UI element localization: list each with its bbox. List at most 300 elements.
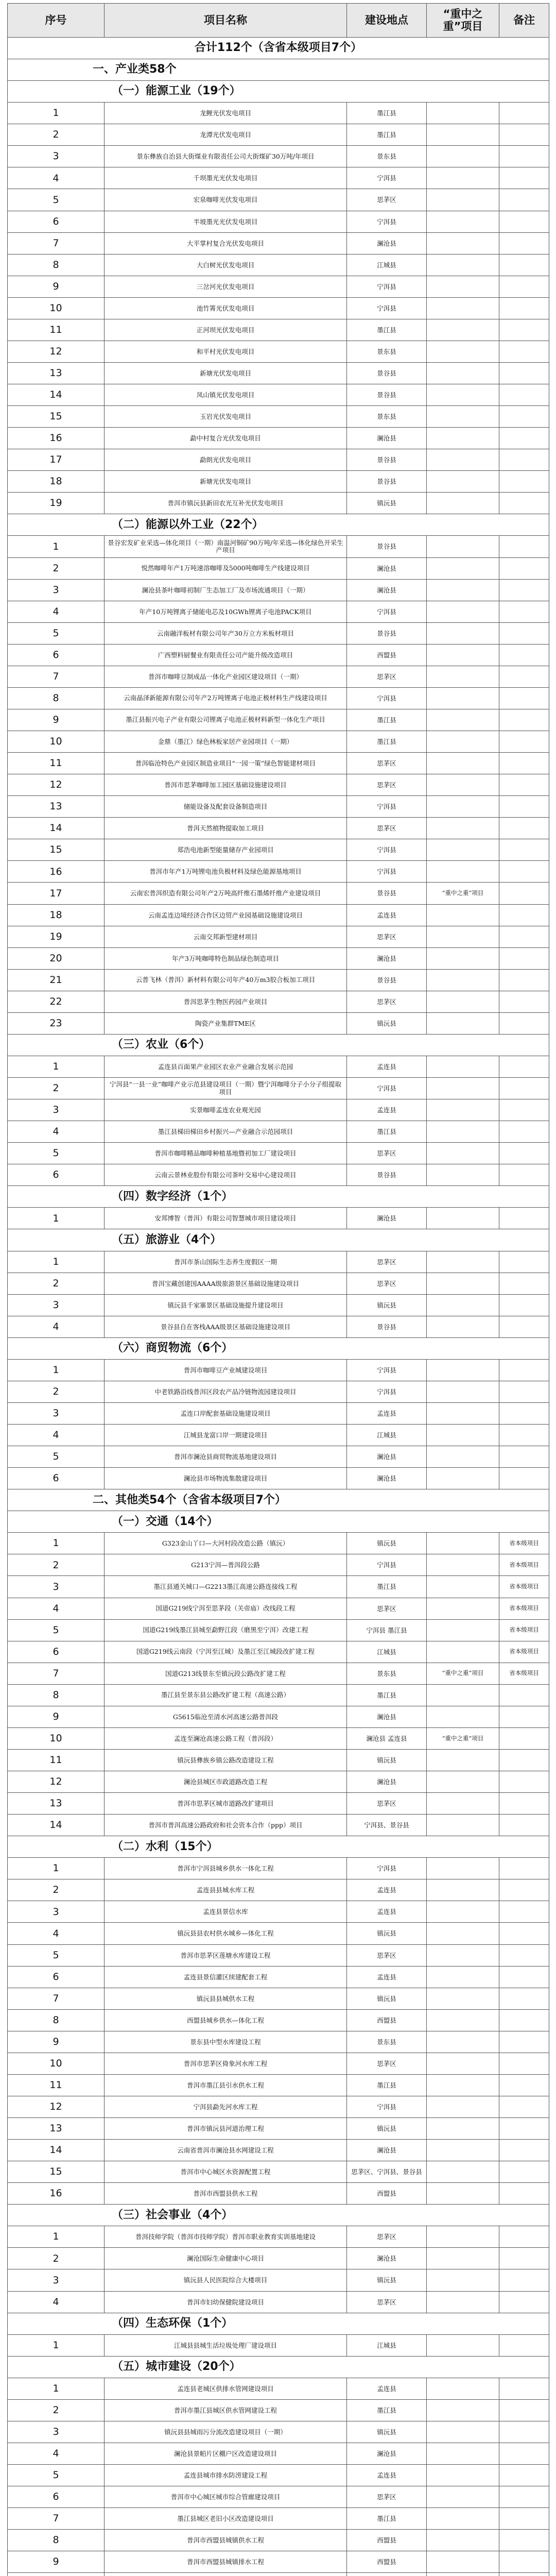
row-number: 3: [8, 1294, 105, 1316]
row-number: 13: [8, 2118, 105, 2140]
key-project-flag: [427, 644, 499, 666]
key-project-flag: [427, 1468, 499, 1489]
project-location: 景东县: [347, 1663, 427, 1684]
key-project-flag: [427, 167, 499, 189]
table-row: [8, 601, 549, 622]
project-remark: [499, 2465, 549, 2486]
table-row: [8, 2096, 549, 2117]
project-location: 景谷县: [347, 362, 427, 384]
row-number: 2: [8, 557, 105, 579]
key-project-flag: [427, 796, 499, 818]
project-location: 思茅区: [347, 818, 427, 839]
key-project-flag: [427, 341, 499, 362]
table-row: [8, 2248, 549, 2269]
project-remark: [499, 1988, 549, 2009]
key-project-flag: [427, 1273, 499, 1294]
table-row: [8, 1316, 549, 1337]
table-row: [8, 2443, 549, 2464]
key-project-flag: [427, 1923, 499, 1944]
project-location: 孟连县: [347, 1966, 427, 1988]
project-name: 勐中村复合光伏发电项目: [105, 428, 347, 449]
project-location: 墨江县: [347, 709, 427, 731]
table-row: [8, 1598, 549, 1619]
key-project-flag: [427, 2291, 499, 2313]
key-project-flag: [427, 839, 499, 861]
table-row: [8, 774, 549, 796]
key-project-flag: [427, 1771, 499, 1793]
project-remark: [499, 232, 549, 254]
project-location: 墨江县: [347, 319, 427, 341]
project-remark: [499, 904, 549, 926]
project-name: 孟连县景信水库: [105, 1901, 347, 1923]
project-remark: [499, 341, 549, 362]
key-project-flag: [427, 297, 499, 319]
project-location: 墨江县: [347, 103, 427, 124]
section-title: （六）商贸物流（6个）: [8, 1337, 549, 1359]
key-project-flag: [427, 1554, 499, 1576]
project-remark: [499, 103, 549, 124]
project-remark: [499, 1143, 549, 1164]
project-name: 云普飞林（普洱）新材料有限公司年产40万m3胶合板加工项目: [105, 969, 347, 991]
key-project-flag: [427, 1793, 499, 1815]
key-project-flag: [427, 579, 499, 601]
project-name: 正河坝光伏发电项目: [105, 319, 347, 341]
table-row: [8, 818, 549, 839]
table-row: [8, 1425, 549, 1446]
row-number: 8: [8, 2530, 105, 2551]
table-row: [8, 211, 549, 232]
project-name: 普洱市思茅咖啡加工园区基础设施建设项目: [105, 774, 347, 796]
row-number: 19: [8, 493, 105, 514]
key-project-flag: [427, 146, 499, 167]
project-name: 普洱市澜沧县商贸物流基地建设项目: [105, 1446, 347, 1468]
project-remark: [499, 211, 549, 232]
project-location: 景东县: [347, 341, 427, 362]
project-remark: [499, 297, 549, 319]
project-location: 宁洱县: [347, 839, 427, 861]
project-name: 云南交邦新型建材项目: [105, 926, 347, 947]
row-number: 18: [8, 904, 105, 926]
project-location: 宁洱县: [347, 167, 427, 189]
project-remark: [499, 2530, 549, 2551]
project-name: 广西塑料厨餐业有限责任公司产能升级改造项目: [105, 644, 347, 666]
table-row: [8, 861, 549, 883]
key-project-flag: [427, 1164, 499, 1186]
table-row: [8, 1121, 549, 1143]
project-remark: [499, 687, 549, 709]
project-remark: [499, 1164, 549, 1186]
row-number: 3: [8, 1402, 105, 1424]
project-name: 云南云景林业股份有限公司茶叶交易中心建设项目: [105, 1164, 347, 1186]
project-location: 宁洱县: [347, 276, 427, 297]
project-location: 宁洱县: [347, 687, 427, 709]
project-location: 镇沅县: [347, 2269, 427, 2291]
section-row: [8, 514, 549, 536]
header-key-project: “重中之重”项目: [427, 4, 499, 38]
row-number: 7: [8, 2508, 105, 2530]
project-name: 镇沅县县城雨污分流改造建设项目（一期）: [105, 2421, 347, 2443]
project-name: 墨江县振兴电子产业有限公司锂离子电池正极材料新型一体化生产项目: [105, 709, 347, 731]
table-row: [8, 1056, 549, 1077]
project-location: 澜沧县: [347, 2140, 427, 2161]
row-number: 4: [8, 1598, 105, 1619]
row-number: 2: [8, 1273, 105, 1294]
row-number: 15: [8, 839, 105, 861]
table-row: [8, 1294, 549, 1316]
table-row: [8, 1164, 549, 1186]
project-location: 澜沧县: [347, 1208, 427, 1229]
key-project-flag: [427, 2443, 499, 2464]
project-table: [7, 3, 549, 2576]
table-row: [8, 2508, 549, 2530]
table-row: [8, 731, 549, 753]
project-location: 思茅区: [347, 2291, 427, 2313]
project-location: 孟连县: [347, 2465, 427, 2486]
project-remark: [499, 189, 549, 211]
row-number: 4: [8, 1425, 105, 1446]
table-row: [8, 1619, 549, 1641]
row-number: 2: [8, 1381, 105, 1402]
project-name: 龙鲤光伏发电项目: [105, 103, 347, 124]
section-title: （一）能源工业（19个）: [8, 81, 549, 103]
row-number: 9: [8, 2031, 105, 2053]
row-number: 2: [8, 1078, 105, 1099]
project-name: 云南融洋板材有限公司年产30万立方米板材项目: [105, 622, 347, 644]
project-remark: [499, 1468, 549, 1489]
table-row: [8, 2009, 549, 2031]
project-location: 孟连县: [347, 1879, 427, 1901]
table-row: [8, 622, 549, 644]
table-row: [8, 1815, 549, 1836]
project-location: 澜沧县: [347, 1706, 427, 1727]
key-project-flag: [427, 2096, 499, 2117]
section-title: （四）数字经济（1个）: [8, 1186, 549, 1208]
project-name: 宁洱县“一县一业”咖啡产业示范县建设项目（一期）暨宁洱咖啡分子小分子组提取项目: [105, 1078, 347, 1099]
table-row: [8, 1359, 549, 1381]
project-remark: [499, 124, 549, 146]
row-number: 13: [8, 796, 105, 818]
project-name: 孟连县百面果产业园区农业产业融合发展示范园: [105, 1056, 347, 1077]
header-row: [8, 4, 549, 38]
project-location: 孟连县: [347, 1056, 427, 1077]
project-location: 景东县: [347, 406, 427, 428]
project-remark: [499, 991, 549, 1012]
table-row: [8, 796, 549, 818]
project-remark: [499, 1923, 549, 1944]
project-location: 西盟县: [347, 2183, 427, 2205]
key-project-flag: [427, 861, 499, 883]
section-row: [8, 1229, 549, 1251]
project-location: 墨江县: [347, 2399, 427, 2421]
project-name: 澜沧县茶叶咖啡初制厂生态加工厂及市场流通项目（一期）: [105, 579, 347, 601]
project-name: 国道G219线宁洱至思茅段（关帝庙）改线段工程: [105, 1598, 347, 1619]
table-row: [8, 2118, 549, 2140]
table-row: [8, 2573, 549, 2576]
project-name: 大白树光伏发电项目: [105, 254, 347, 276]
project-remark: [499, 557, 549, 579]
project-location: 思茅区: [347, 2053, 427, 2074]
key-project-flag: [427, 1294, 499, 1316]
project-location: 镇沅县: [347, 2118, 427, 2140]
key-project-flag: [427, 319, 499, 341]
table-row: [8, 2031, 549, 2053]
row-number: 11: [8, 2074, 105, 2096]
key-project-flag: [427, 1251, 499, 1273]
project-location: 孟连县: [347, 904, 427, 926]
table-row: [8, 883, 549, 904]
project-location: 景谷县: [347, 622, 427, 644]
key-project-flag: [427, 1208, 499, 1229]
project-name: 普洱天然植物提取加工项目: [105, 818, 347, 839]
project-location: 宁洱县: [347, 601, 427, 622]
project-name: [105, 2573, 347, 2576]
table-row: [8, 1402, 549, 1424]
project-location: 宁洱县、景谷县: [347, 1815, 427, 1836]
table-row: [8, 1251, 549, 1273]
project-name: 大平掌村复合光伏发电项目: [105, 232, 347, 254]
key-project-flag: [427, 969, 499, 991]
row-number: 1: [8, 2378, 105, 2399]
key-project-flag: [427, 1099, 499, 1121]
row-number: 7: [8, 1663, 105, 1684]
section-title: 二、其他类54个（含省本级项目7个）: [8, 1489, 549, 1511]
row-number: 7: [8, 1988, 105, 2009]
project-name: 勐朗光伏发电项目: [105, 449, 347, 471]
table-row: [8, 926, 549, 947]
project-remark: [499, 1121, 549, 1143]
key-project-flag: [427, 384, 499, 406]
project-name: 镇沅县县城供水工程: [105, 1988, 347, 2009]
row-number: 2: [8, 2399, 105, 2421]
row-number: 15: [8, 406, 105, 428]
project-name: 墨江县梯田梯田乡村振兴—产业融合示范园项目: [105, 1121, 347, 1143]
project-remark: [499, 2269, 549, 2291]
key-project-flag: [427, 926, 499, 947]
key-project-flag: [427, 1381, 499, 1402]
row-number: 20: [8, 947, 105, 969]
project-location: 思茅区: [347, 2226, 427, 2248]
project-remark: [499, 319, 549, 341]
project-remark: [499, 1879, 549, 1901]
table-row: [8, 406, 549, 428]
table-row: [8, 232, 549, 254]
project-location: 澜沧县: [347, 947, 427, 969]
project-location: 镇沅县: [347, 1988, 427, 2009]
key-project-flag: [427, 276, 499, 297]
row-number: 23: [8, 1012, 105, 1034]
key-project-flag: [427, 1858, 499, 1879]
table-row: [8, 1143, 549, 1164]
section-row: [8, 81, 549, 103]
project-location: 宁洱县: [347, 1554, 427, 1576]
project-location: 江城县: [347, 1641, 427, 1663]
key-project-flag: [427, 124, 499, 146]
project-name: 和平村光伏发电项目: [105, 341, 347, 362]
table-row: [8, 2551, 549, 2573]
project-remark: [499, 579, 549, 601]
row-number: 1: [8, 2334, 105, 2356]
project-name: 云南省普洱市澜沧县水网建设工程: [105, 2140, 347, 2161]
project-name: 新塘光伏发电项目: [105, 471, 347, 493]
project-remark: [499, 861, 549, 883]
table-row: [8, 1099, 549, 1121]
table-row: [8, 2465, 549, 2486]
table-row: [8, 1793, 549, 1815]
project-location: 宁洱县: [347, 1858, 427, 1879]
section-row: [8, 1511, 549, 1533]
project-remark: [499, 1425, 549, 1446]
row-number: 3: [8, 1576, 105, 1598]
key-project-flag: [427, 2530, 499, 2551]
row-number: 10: [8, 1727, 105, 1749]
project-location: 景谷县: [347, 471, 427, 493]
project-name: 澜沧国际生命健康中心项目: [105, 2248, 347, 2269]
table-row: [8, 1944, 549, 1966]
row-number: 1: [8, 103, 105, 124]
table-row: [8, 2140, 549, 2161]
project-remark: [499, 493, 549, 514]
project-remark: [499, 926, 549, 947]
project-name: 普洱市茶山国际生态养生度假区一期: [105, 1251, 347, 1273]
row-number: 9: [8, 1706, 105, 1727]
project-remark: [499, 1402, 549, 1424]
project-name: 中老铁路沿线普洱区段农产品冷链物流园建设项目: [105, 1381, 347, 1402]
table-row: [8, 1923, 549, 1944]
project-location: 思茅区: [347, 1143, 427, 1164]
row-number: 6: [8, 211, 105, 232]
table-row: [8, 1988, 549, 2009]
key-project-flag: [427, 601, 499, 622]
project-remark: [499, 731, 549, 753]
project-name: 镇沅县县农村供水城乡—体化工程: [105, 1923, 347, 1944]
row-number: 12: [8, 2096, 105, 2117]
project-remark: 省本级项目: [499, 1533, 549, 1554]
project-location: 思茅区: [347, 1251, 427, 1273]
key-project-flag: [427, 2508, 499, 2530]
project-remark: 省本级项目: [499, 1554, 549, 1576]
project-location: 思茅区: [347, 774, 427, 796]
table-row: [8, 839, 549, 861]
key-project-flag: [427, 362, 499, 384]
table-row: [8, 2053, 549, 2074]
project-name: 墨江县通关城口—G2213墨江高速公路连接线工程: [105, 1576, 347, 1598]
project-location: 墨江县: [347, 1576, 427, 1598]
project-location: 景谷县: [347, 1316, 427, 1337]
project-location: 宁洱县 墨江县: [347, 1619, 427, 1641]
section-row: [8, 2205, 549, 2226]
project-remark: [499, 2443, 549, 2464]
project-location: 镇沅县: [347, 1923, 427, 1944]
project-name: 普洱市中心城区水资源配置工程: [105, 2161, 347, 2183]
header-no: 序号: [8, 4, 105, 38]
row-number: 12: [8, 774, 105, 796]
table-row: [8, 103, 549, 124]
key-project-flag: [427, 211, 499, 232]
project-location: 澜沧县: [347, 579, 427, 601]
section-title: （五）城市建设（20个）: [8, 2356, 549, 2378]
row-number: 6: [8, 1164, 105, 1186]
project-location: 墨江县: [347, 1684, 427, 1706]
project-name: 普洱市咖啡精品咖啡种植基地暨初加工厂建设项目: [105, 1143, 347, 1164]
table-row: [8, 536, 549, 557]
row-number: 10: [8, 2053, 105, 2074]
project-remark: [499, 167, 549, 189]
table-row: [8, 2183, 549, 2205]
project-name: 实景咖啡孟连农业观光园: [105, 1099, 347, 1121]
project-location: 孟连县: [347, 1402, 427, 1424]
row-number: 2: [8, 124, 105, 146]
row-number: 6: [8, 1468, 105, 1489]
key-project-flag: [427, 1425, 499, 1446]
project-remark: [499, 2161, 549, 2183]
project-name: 金鼎（墨江）绿色林板家居产业园项目（一期）: [105, 731, 347, 753]
project-location: 思茅区: [347, 666, 427, 687]
project-name: 普洱市思茅区城市道路改扩建项目: [105, 1793, 347, 1815]
project-remark: 省本级项目: [499, 1641, 549, 1663]
table-row: [8, 1554, 549, 1576]
key-project-flag: [427, 2118, 499, 2140]
project-location: 墨江县: [347, 1121, 427, 1143]
project-remark: [499, 622, 549, 644]
row-number: 2: [8, 1554, 105, 1576]
key-project-flag: [427, 232, 499, 254]
row-number: 2: [8, 1879, 105, 1901]
project-remark: [499, 774, 549, 796]
table-row: [8, 687, 549, 709]
table-row: [8, 904, 549, 926]
section-row: [8, 1489, 549, 1511]
project-name: 澜沧县市场物流集散建设项目: [105, 1468, 347, 1489]
project-location: 澜沧县: [347, 232, 427, 254]
key-project-flag: [427, 774, 499, 796]
project-name: 镇沅县人民医院综合大楼项目: [105, 2269, 347, 2291]
section-row: [8, 1186, 549, 1208]
section-title: （三）社会事业（4个）: [8, 2205, 549, 2226]
row-number: 3: [8, 579, 105, 601]
project-name: 孟连县城市排水防涝建设工程: [105, 2465, 347, 2486]
project-location: 宁洱县: [347, 1078, 427, 1099]
project-location: 思茅区: [347, 1598, 427, 1619]
project-name: 江城县龙富口岸一期建设项目: [105, 1425, 347, 1446]
table-row: [8, 2161, 549, 2183]
table-row: [8, 709, 549, 731]
project-location: 江城县: [347, 1425, 427, 1446]
project-location: 景谷县: [347, 384, 427, 406]
table-row: [8, 969, 549, 991]
row-number: 22: [8, 991, 105, 1012]
project-location: 镇沅县: [347, 2421, 427, 2443]
project-name: 墨江县至景东县公路改扩建工程（高速公路）: [105, 1684, 347, 1706]
row-number: 14: [8, 384, 105, 406]
project-location: 宁洱县: [347, 1381, 427, 1402]
row-number: 1: [8, 2226, 105, 2248]
project-name: 普洱市中心城区城市综合管廊建设项目: [105, 2486, 347, 2508]
project-name: 镇沅县彝族乡镇公路改造建设工程: [105, 1749, 347, 1771]
table-row: [8, 276, 549, 297]
project-remark: 省本级项目: [499, 1663, 549, 1684]
project-location: 墨江县: [347, 124, 427, 146]
project-remark: [499, 449, 549, 471]
key-project-flag: [427, 1598, 499, 1619]
project-name: 墨江县城区老旧小区改造建设项目: [105, 2508, 347, 2530]
project-name: 年产10万吨锂离子储能电芯及10GWh锂离子电池PACK项目: [105, 601, 347, 622]
project-remark: [499, 254, 549, 276]
key-project-flag: [427, 1684, 499, 1706]
project-remark: [499, 1359, 549, 1381]
row-number: 9: [8, 2551, 105, 2573]
table-row: [8, 2074, 549, 2096]
project-remark: [499, 818, 549, 839]
